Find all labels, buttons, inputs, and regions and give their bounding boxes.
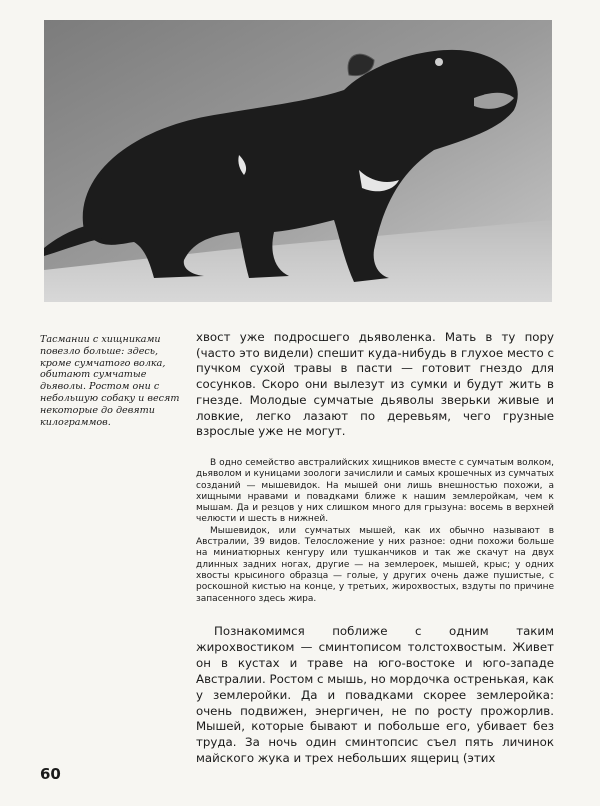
small-print-section bbox=[196, 458, 554, 605]
main-text-bottom: Познакомимся поближе с одним таким жирохвостиком — сминтописом толстохвостым. Живет он в кустах и траве на юго-востоке и юго-западе Австралии. Ростом с мышь, но мордочка остренькая, как у землеройки. Да и повадками скорее землеройка: очень подвижен, энергичен, не по росту прожорлив. Мышей, которые бывают и побольше его, убивает без труда. За ночь один сминтопсис съел пять личинок майского жука и трех небольших ящериц (этих bbox=[196, 624, 554, 766]
tasmanian-devil-illustration bbox=[44, 20, 552, 302]
main-text-top: хвост уже подросшего дьяволенка. Мать в ту пору (часто это видели) спешит куда-нибудь в глухое место с пучком сухой травы в пасти — готовит гнездо для сосунков. Скоро они вылезут из сумки и будут жить в гнезде. Молодые сумчатые дьяволы зверьки живые и ловкие, легко лазают по деревьям, чего грузные взрослые уже не могут. bbox=[196, 330, 554, 439]
photo-caption: Тасмании с хищниками повезло больше: здесь, кроме сумчатого волка, обитают сумчатые дьяволы. Ростом они с небольшую собаку и весят некоторые до девяти килограммов. bbox=[40, 334, 180, 428]
page-number: 60 bbox=[40, 765, 61, 783]
small-paragraph: В одно семейство австралийских хищников вместе с сумчатым волком, дьяволом и куницами зоологи зачислили и самых крошечных из сумчатых созданий — мышевидок. На мышей они лишь внешностью похожи, а хищными нравами и повадками ближе к нашим землеройкам, чем к мышам. Да и резцов у них слишком много для грызуна: восемь в верхней челюсти и шесть в нижней. bbox=[196, 458, 554, 525]
small-paragraph: Мышевидок, или сумчатых мышей, как их обычно называют в Австралии, 39 видов. Телосложение у них разное: одни похожи больше на миниатюрных кенгуру или тушканчиков и так же скачут на двух длинных задних ногах, другие — на землероек, мышей, крыс; у одних хвосты крысиного образца — голые, у других очень даже пушистые, с роскошной кистью на конце, у третьих, жирохвостых, вздуты по причине запасенного здесь жира. bbox=[196, 525, 554, 604]
tasmanian-devil-photo bbox=[44, 20, 552, 302]
